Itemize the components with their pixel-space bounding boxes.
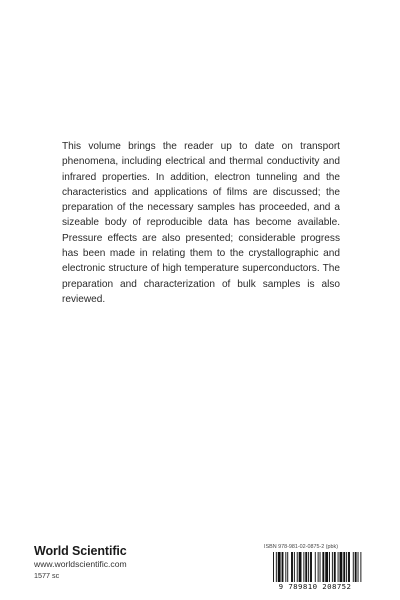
barcode-bar (287, 552, 288, 586)
barcode-bar (315, 552, 316, 586)
barcode-bar (320, 552, 321, 586)
barcode-bar (329, 552, 330, 586)
barcode-bar (278, 552, 281, 586)
isbn-line: ISBN 978-981-02-0875-2 (pbk) (264, 544, 339, 550)
product-code: 1577 sc (34, 571, 60, 580)
back-cover-blurb: This volume brings the reader up to date on transport phenomena, including electrical and thermal conductivity and infrared properties. In addition, electron tunneling and the characteristics and applications of films are discussed; the preparation of the necessary samples has proceeded, and a sizeable body of reproducible data has become available. Pressure effects are also presented; considerable progress has been made in relating them to the crystallographic and electronic structure of high temperature superconductors. The preparation and characterization of bulk samples is also reviewed. (62, 141, 340, 305)
publisher-url: www.worldscientific.com (34, 559, 127, 569)
barcode-block (264, 544, 366, 592)
barcode-bar (360, 552, 361, 586)
barcode-bar (297, 552, 298, 586)
barcode-bar (294, 552, 295, 586)
publisher-name: World Scientific (34, 544, 127, 558)
barcode-bar (355, 552, 357, 586)
barcode-bar (325, 552, 328, 586)
barcode-bar (310, 552, 312, 586)
barcode-bar (334, 552, 336, 586)
barcode-bar (322, 552, 324, 586)
barcode (264, 552, 366, 592)
barcode-number: 9 789810 208752 (264, 582, 366, 591)
barcode-bar (318, 552, 319, 586)
barcode-bar (291, 552, 293, 586)
barcode-bar (358, 552, 359, 586)
barcode-bar (282, 552, 284, 586)
barcode-bar (343, 552, 345, 586)
barcode-bar (273, 552, 274, 586)
barcode-bar (348, 552, 350, 586)
barcode-bar (303, 552, 304, 586)
publisher-imprint (34, 544, 194, 581)
barcode-bar (340, 552, 343, 586)
barcode-bars (264, 552, 366, 586)
barcode-bar (338, 552, 339, 586)
barcode-bar (353, 552, 354, 586)
barcode-bar (305, 552, 307, 586)
barcode-bar (308, 552, 309, 586)
barcode-bar (299, 552, 302, 586)
barcode-bar (276, 552, 277, 586)
barcode-bar (285, 552, 286, 586)
barcode-bar (346, 552, 347, 586)
barcode-bar (332, 552, 333, 586)
